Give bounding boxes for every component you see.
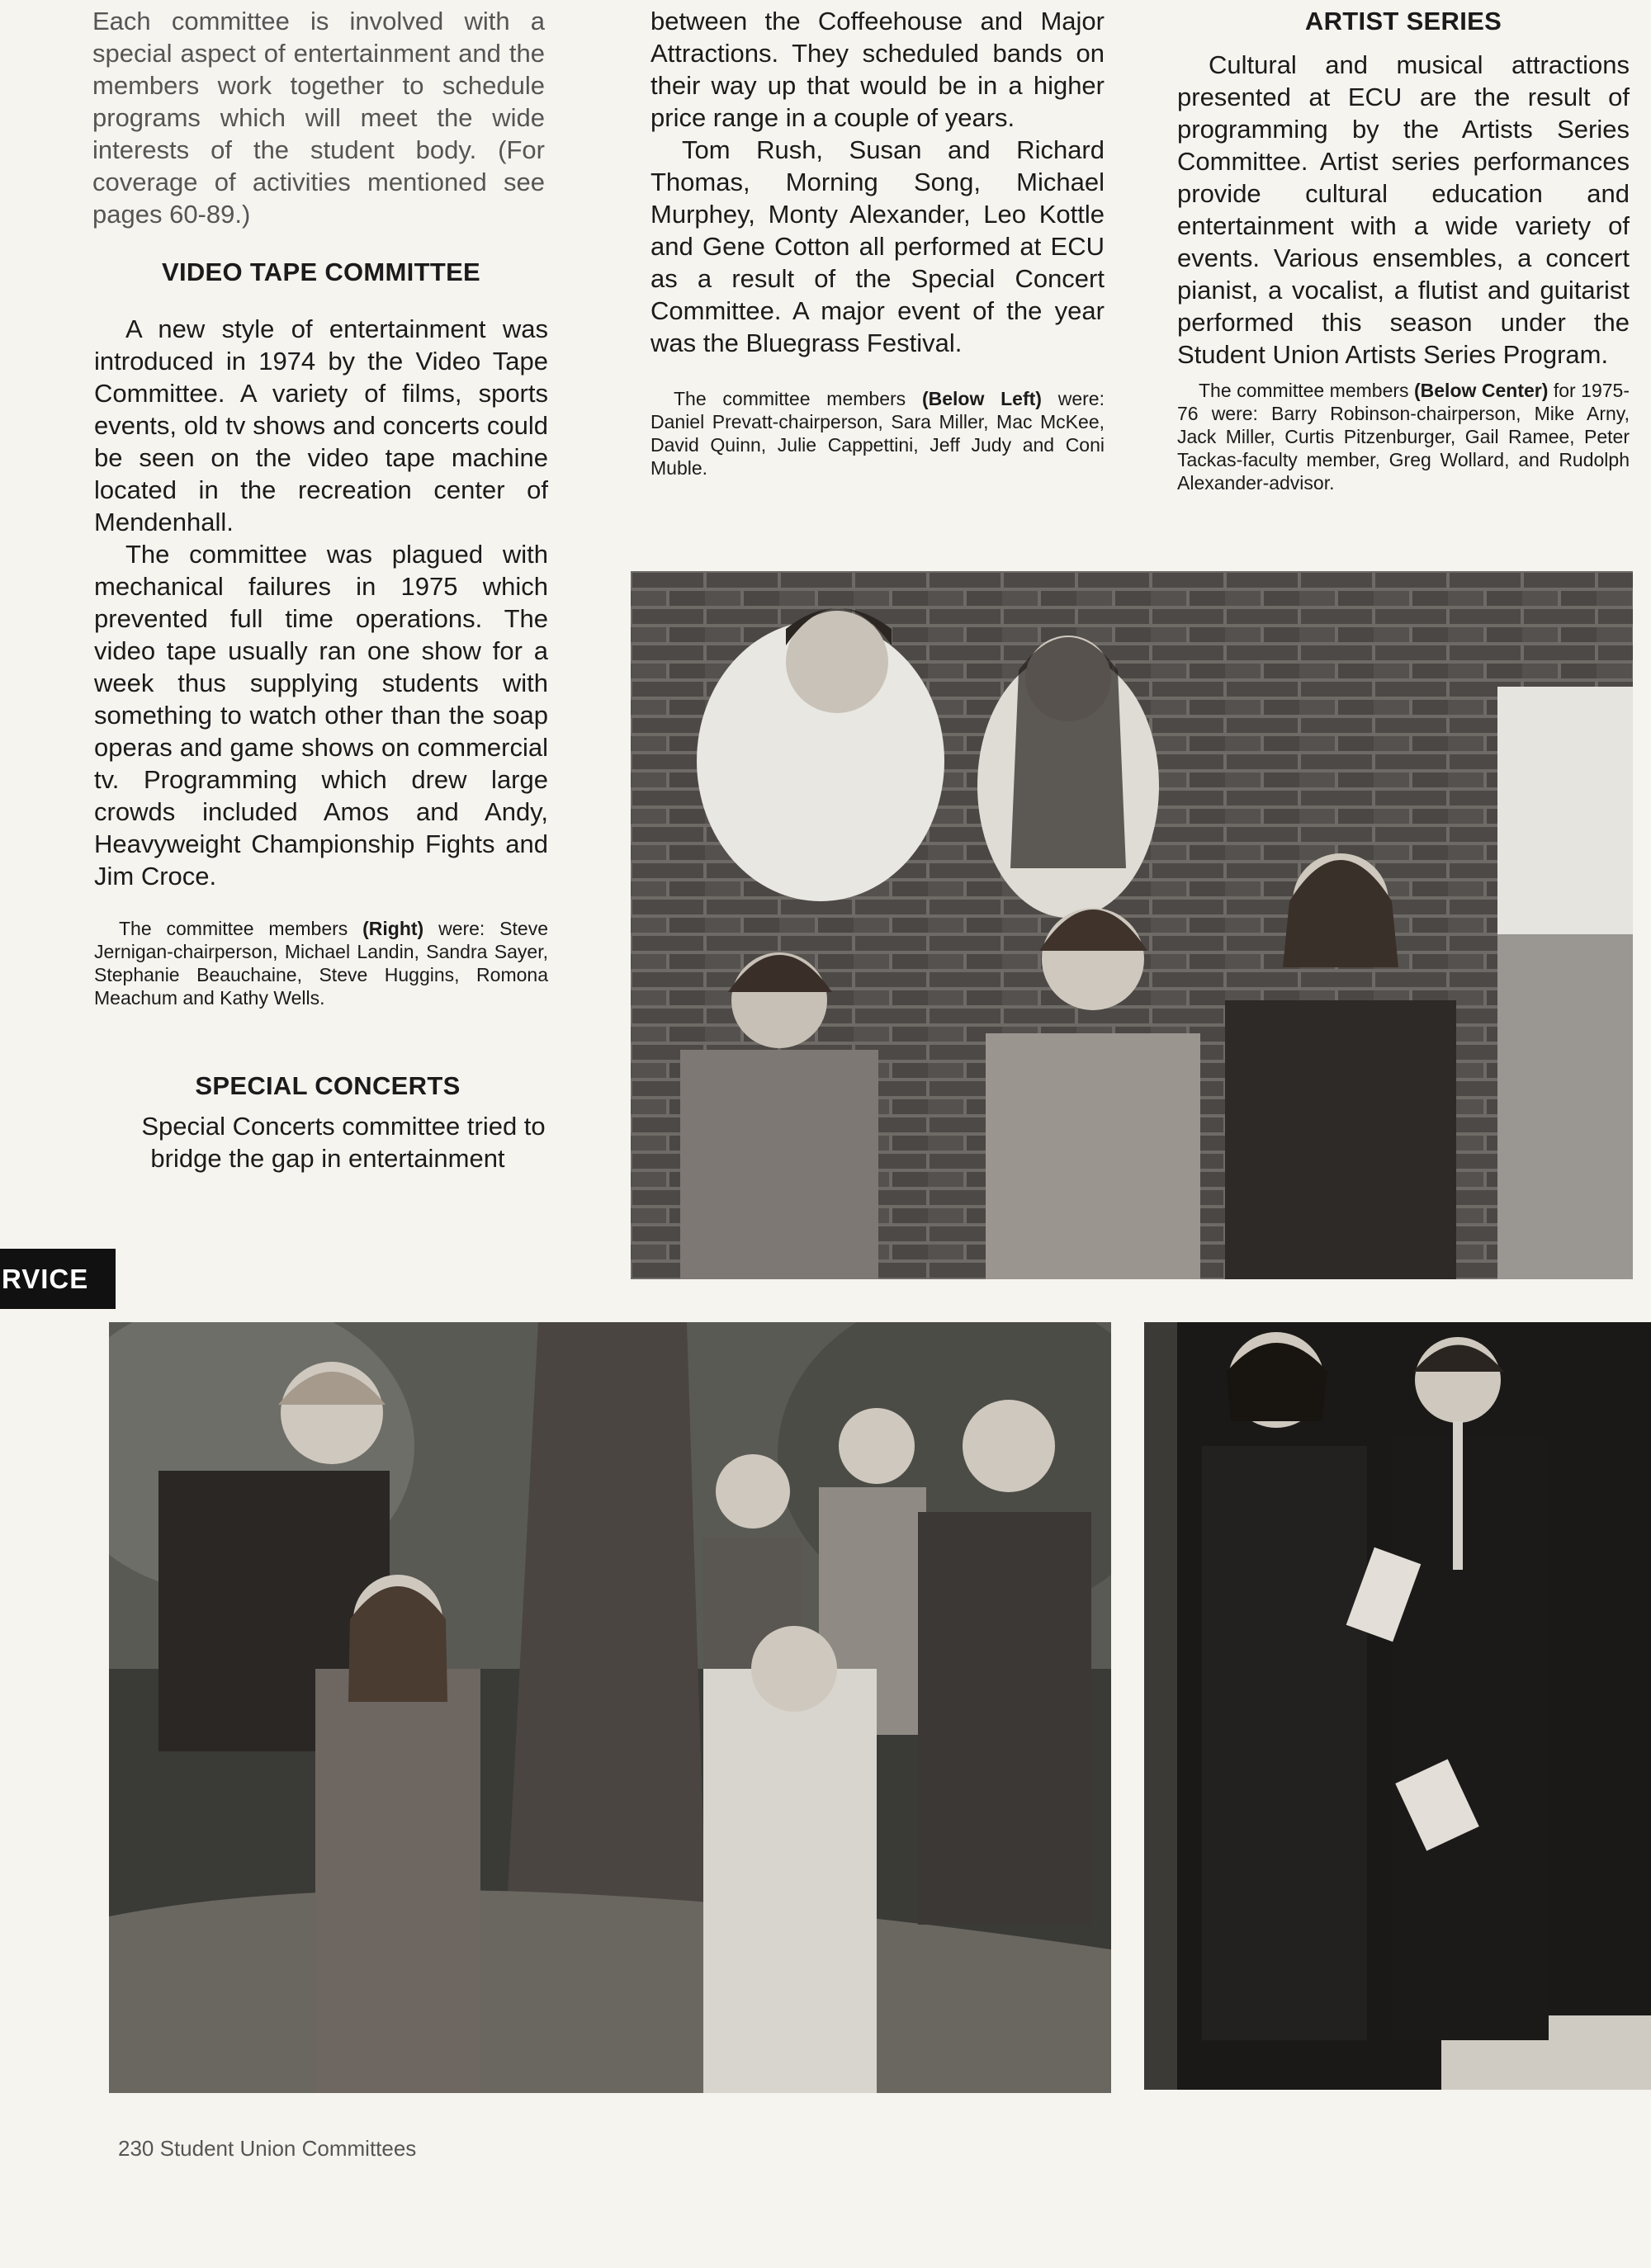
artist-paragraph-1: Cultural and musical attractions presented at ECU are the result of programming by the Artists Series Committee. Artist series performances provide cultural education and entertainment with a wide variety of events. Various ensembles, a concert pianist, a vocalist, a flutist and guitarist performed this season under the Student Union Artists Series Program. [1177,50,1630,369]
column-right [1177,5,1630,494]
section-tab: RVICE [0,1249,116,1309]
artist-caption-lead: The committee members [1199,380,1409,401]
video-caption-rest: were: Steve Jernigan-chairperson, Michael Landin, Sandra Sayer, Stephanie Beauchaine, Steve Huggins, Romona Meachum and Kathy Wells. [94,918,548,1009]
artist-caption [1177,379,1630,494]
page-footer: 230 Student Union Committees [118,2136,417,2161]
video-committee-photo [631,571,1633,1279]
video-caption [94,917,548,1009]
special-concerts-heading: SPECIAL CONCERTS [195,1071,461,1100]
video-caption-cue: (Right) [362,918,424,939]
artist-caption-rest: for 1975-76 were: Barry Robinson-chairperson, Mike Arny, Jack Miller, Curtis Pitzenburger, Gail Ramee, Peter Tackas-faculty member, Greg Wollard, and Rudolph Alexander-advisor. [1177,380,1630,494]
concerts-paragraph-2: Tom Rush, Susan and Richard Thomas, Morning Song, Michael Murphey, Monty Alexander, Leo Kottle and Gene Cotton all performed at ECU as a result of the Special Concert Committee. A major event of the year was the Bluegrass Festival. [650,135,1105,357]
concerts-caption-cue: (Below Left) [921,388,1042,409]
concerts-paragraph-1: Special Concerts committee tried to bridge the gap in entertainment [141,1112,546,1173]
concerts-committee-photo [109,1322,1111,2093]
video-section [94,256,548,1009]
artist-caption-cue: (Below Center) [1414,380,1549,401]
column-left [92,5,545,230]
concerts-paragraph-1-continued: between the Coffeehouse and Major Attractions. They scheduled bands on their way up that would be in a higher price range in a couple of years. [650,7,1105,132]
column-middle [650,5,1105,480]
video-paragraph-2: The committee was plagued with mechanical failures in 1975 which prevented full time operations. The video tape usually ran one show for a week thus supplying students with something to watch other than the soap operas and game shows on commercial tv. Programming which drew large crowds included Amos and Andy, Heavyweight Championship Fights and Jim Croce. [94,540,548,891]
video-paragraph-1: A new style of entertainment was introduced in 1974 by the Video Tape Committee. A variety of films, sports events, old tv shows and concerts could be seen on the video tape machine located in the recreation center of Mendenhall. [94,314,548,536]
video-caption-lead: The committee members [119,918,348,939]
concerts-caption [650,387,1105,480]
special-concerts-section [101,1070,555,1174]
concerts-caption-lead: The committee members [674,388,906,409]
video-tape-heading: VIDEO TAPE COMMITTEE [161,258,481,286]
intro-paragraph: Each committee is involved with a special aspect of entertainment and the members work together to schedule programs which will meet the wide interests of the student body. (For coverage of activities mentioned see pages 60-89.) [92,7,545,229]
artist-series-heading: ARTIST SERIES [1304,7,1502,35]
concerts-caption-rest: were: Daniel Prevatt-chairperson, Sara Miller, Mac McKee, David Quinn, Julie Cappettini, Jeff Judy and Coni Muble. [650,388,1105,479]
artist-series-photo [1144,1322,1651,2090]
